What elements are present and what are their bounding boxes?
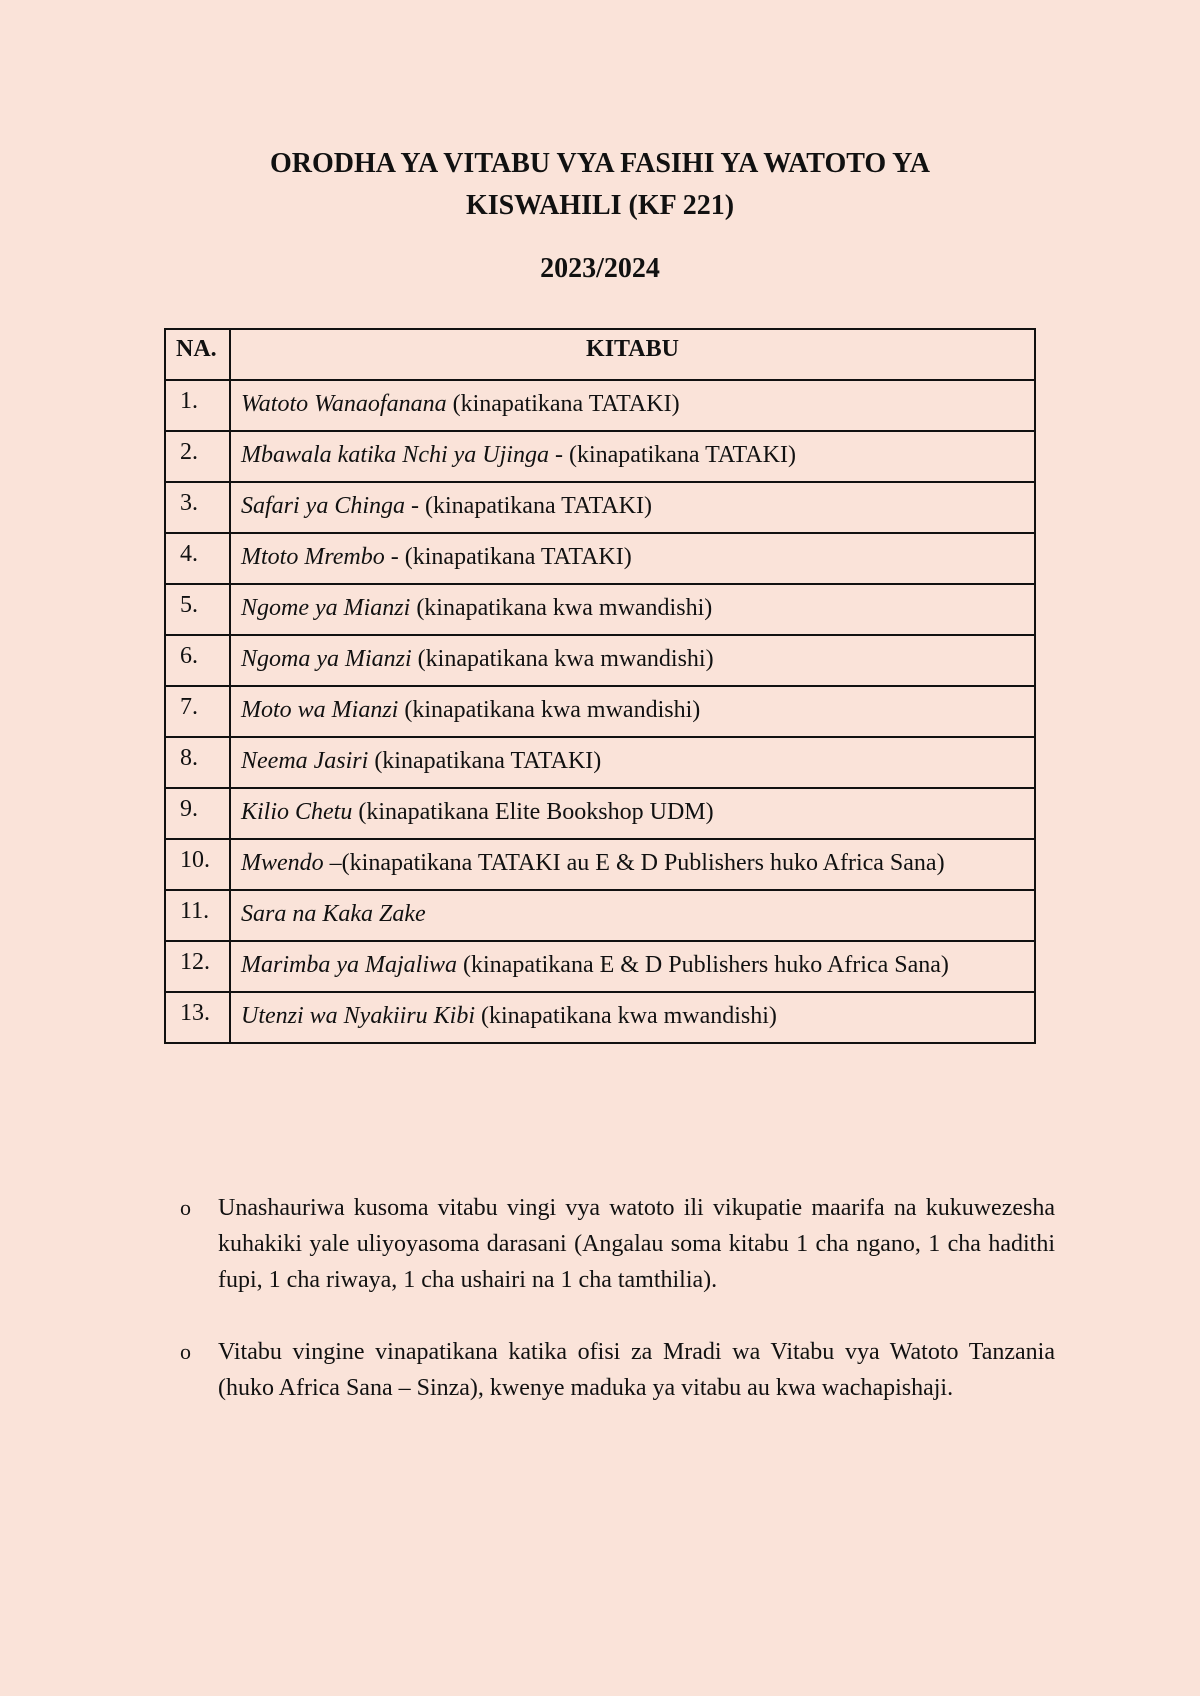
book-entry <box>230 941 1035 992</box>
table-row <box>165 890 1035 941</box>
book-availability: - (kinapatikana TATAKI) <box>384 544 632 570</box>
header-number: NA. <box>165 329 230 380</box>
book-availability: (kinapatikana kwa mwandishi) <box>411 646 714 672</box>
note-text: Unashauriwa kusoma vitabu vingi vya watoto ili vikupatie maarifa na kukuwezesha kuhakiki yale uliyoyasoma darasani (Angalau soma kitabu 1 cha ngano, 1 cha hadithi fupi, 1 cha riwaya, 1 cha ushairi na 1 cha tamthilia). <box>218 1195 1055 1293</box>
book-entry <box>230 431 1035 482</box>
table-row <box>165 380 1035 431</box>
table-header-row <box>165 329 1035 380</box>
row-number: 4. <box>165 533 230 584</box>
book-availability: (kinapatikana E & D Publishers huko Africa Sana) <box>457 952 949 978</box>
book-availability: (kinapatikana kwa mwandishi) <box>475 1003 777 1029</box>
book-availability: (kinapatikana TATAKI) <box>368 748 602 774</box>
table-row <box>165 737 1035 788</box>
book-title: Moto wa Mianzi <box>241 697 399 723</box>
book-availability: (kinapatikana TATAKI) <box>446 391 680 417</box>
book-availability: (kinapatikana kwa mwandishi) <box>398 697 701 723</box>
table-row <box>165 431 1035 482</box>
book-entry <box>230 992 1035 1043</box>
book-title: Neema Jasiri <box>241 748 369 774</box>
row-number: 8. <box>165 737 230 788</box>
book-title: Safari ya Chinga <box>241 493 406 519</box>
row-number: 12. <box>165 941 230 992</box>
title-line-1: ORODHA YA VITABU VYA FASIHI YA WATOTO YA <box>269 148 931 179</box>
book-entry <box>230 890 1035 941</box>
row-number: 9. <box>165 788 230 839</box>
notes-list <box>180 1190 1055 1442</box>
row-number: 11. <box>165 890 230 941</box>
note-text: Vitabu vingine vinapatikana katika ofisi za Mradi wa Vitabu vya Watoto Tanzania (huko Africa Sana – Sinza), kwenye maduka ya vitabu au kwa wachapishaji. <box>218 1339 1055 1401</box>
book-entry <box>230 686 1035 737</box>
book-title: Mbawala katika Nchi ya Ujinga <box>241 442 549 468</box>
bullet-icon: o <box>180 1195 191 1220</box>
row-number: 13. <box>165 992 230 1043</box>
row-number: 10. <box>165 839 230 890</box>
book-availability: - (kinapatikana TATAKI) <box>405 493 652 519</box>
book-entry <box>230 482 1035 533</box>
bullet-icon: o <box>180 1339 191 1364</box>
book-title: Marimba ya Majaliwa <box>241 952 457 978</box>
row-number: 6. <box>165 635 230 686</box>
table-row <box>165 686 1035 737</box>
table-row <box>165 635 1035 686</box>
table-row <box>165 941 1035 992</box>
academic-year: 2023/2024 <box>540 253 660 284</box>
book-title: Utenzi wa Nyakiiru Kibi <box>241 1003 475 1029</box>
book-availability: (kinapatikana kwa mwandishi) <box>410 595 713 621</box>
row-number: 7. <box>165 686 230 737</box>
book-entry <box>230 533 1035 584</box>
row-number: 5. <box>165 584 230 635</box>
row-number: 3. <box>165 482 230 533</box>
page-title <box>160 143 1040 227</box>
table-row <box>165 992 1035 1043</box>
header-book: KITABU <box>230 329 1035 380</box>
book-title: Sara na Kaka Zake <box>241 901 426 927</box>
book-availability: (kinapatikana Elite Bookshop UDM) <box>352 799 714 825</box>
book-availability: –(kinapatikana TATAKI au E & D Publishers huko Africa Sana) <box>323 850 945 876</box>
book-entry <box>230 839 1035 890</box>
book-entry <box>230 737 1035 788</box>
list-item <box>180 1334 1055 1406</box>
table-row <box>165 584 1035 635</box>
row-number: 1. <box>165 380 230 431</box>
table-row <box>165 533 1035 584</box>
table-row <box>165 839 1035 890</box>
list-item <box>180 1190 1055 1298</box>
book-entry <box>230 380 1035 431</box>
book-availability: - (kinapatikana TATAKI) <box>548 442 796 468</box>
table-row <box>165 482 1035 533</box>
table-row <box>165 788 1035 839</box>
row-number: 2. <box>165 431 230 482</box>
book-title: Mtoto Mrembo <box>241 544 385 570</box>
book-title: Kilio Chetu <box>241 799 353 825</box>
book-entry <box>230 635 1035 686</box>
book-title: Mwendo <box>241 850 324 876</box>
book-title: Watoto Wanaofanana <box>241 391 447 417</box>
book-title: Ngoma ya Mianzi <box>241 646 412 672</box>
book-entry <box>230 788 1035 839</box>
book-list-table <box>164 328 1036 1044</box>
book-title: Ngome ya Mianzi <box>241 595 411 621</box>
book-entry <box>230 584 1035 635</box>
title-line-2: KISWAHILI (KF 221) <box>465 190 735 221</box>
